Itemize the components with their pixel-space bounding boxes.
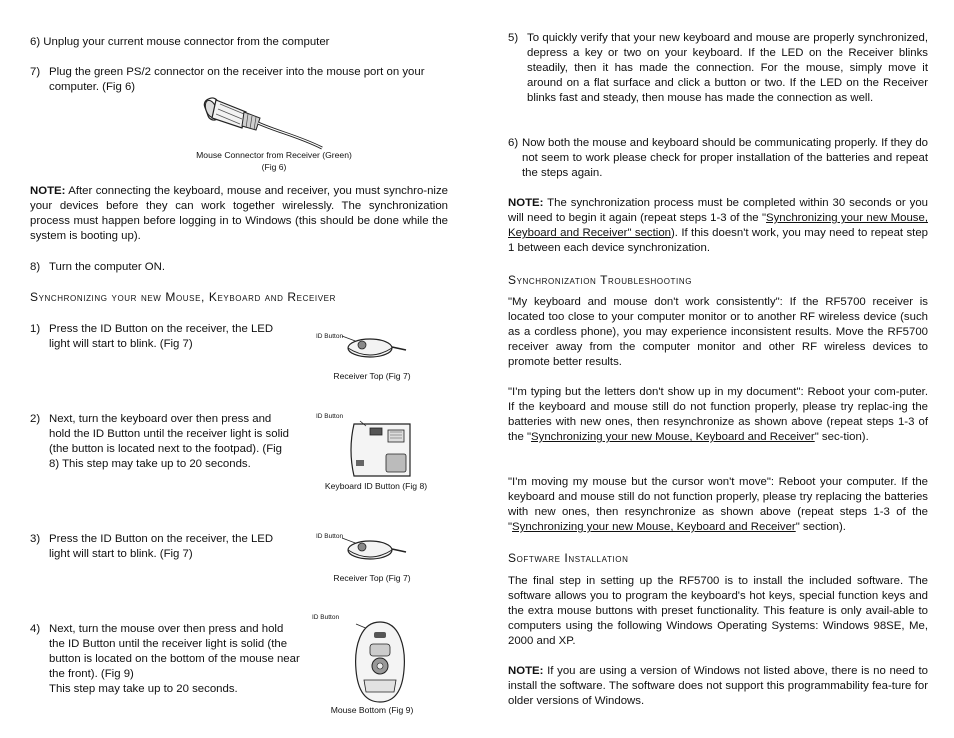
fig-9-caption: Mouse Bottom (Fig 9) xyxy=(330,705,414,715)
receiver-top-illustration xyxy=(310,330,420,370)
step-6-right-number: 6) xyxy=(508,137,519,149)
mouse-bottom-illustration xyxy=(350,618,410,704)
note-text: After connecting the keyboard, mouse and receiver, you must synchro-nize your devices before they can work together wirelessly. The synchronization process must happen before logging in to Windows (this should be done while the system is booting up). xyxy=(30,185,448,242)
trouble-paragraph-3 xyxy=(508,475,928,535)
trouble-2-text-a: "I'm typing but the letters don't show up in my document": Reboot your com-puter. If the keyboard and mouse still do not function properly, please try replac-ing the batteries with new ones, then resynchronize as shown above (repeat steps 1-3 of the " xyxy=(508,386,928,443)
trouble-3-text-b: " section). xyxy=(795,521,846,533)
fig-8-caption: Keyboard ID Button (Fig 8) xyxy=(324,481,428,491)
step-8-number: 8) xyxy=(30,261,41,273)
step-7-text: Plug the green PS/2 connector on the receiver into the mouse port on your computer. (Fig 6) xyxy=(49,66,425,93)
fig-6-caption-line-2: (Fig 6) xyxy=(261,162,287,172)
sync-step-4-number: 4) xyxy=(30,623,41,635)
step-6-right-text: Now both the mouse and keyboard should be communicating properly. If they do not seem to work please check for proper installation of the batteries and repeat the steps again. xyxy=(522,137,928,179)
fig-6-caption-line-1: Mouse Connector from Receiver (Green) xyxy=(196,150,352,160)
note-1-label: NOTE: xyxy=(508,197,544,209)
fig-7-caption-b: Receiver Top (Fig 7) xyxy=(333,573,411,583)
sync-step-3-text: Press the ID Button on the receiver, the LED light will start to blink. (Fig 7) xyxy=(49,533,274,560)
software-heading: Software Installation xyxy=(508,551,629,565)
trouble-2-text-b: " sec-tion). xyxy=(814,431,869,443)
sync-step-1-text: Press the ID Button on the receiver, the LED light will start to blink. (Fig 7) xyxy=(49,323,274,350)
software-paragraph: The final step in setting up the RF5700 is to install the included software. The software allows you to program the keyboard's hot keys, special function keys and the extra mouse buttons with preset functionality. This feature is only avail-able to computers using the following Windows Operating Systems: Windows 98SE, Me, 2000 and XP. xyxy=(508,575,928,647)
trouble-paragraph-2 xyxy=(508,385,928,445)
step-6-unplug: 6) Unplug your current mouse connector from the computer xyxy=(30,36,330,48)
ps2-connector-illustration xyxy=(198,92,328,150)
note-1-text-b: ). If this doesn't work, you may need to repeat step 1 between each device synchronization. xyxy=(508,227,928,254)
sync-section-link-2[interactable]: Synchronizing your new Mouse, Keyboard and Receiver xyxy=(531,431,815,443)
sync-step-1-number: 1) xyxy=(30,323,41,335)
trouble-3-text-a: "I'm moving my mouse but the cursor won't move": Reboot your computer. If the keyboard and mouse still do not function properly, please try replacing the batteries with new ones, then resynchronize as shown above (repeat steps 1-3 of the " xyxy=(508,476,928,533)
fig-7b-id-button-label: ID Button xyxy=(316,533,344,540)
step-5-text: To quickly verify that your new keyboard and mouse are properly synchronized, depress a key or two on your keyboard. If the LED on the Receiver blinks steadily, then it has made the connection. For the mouse, simply move it around on a flat surface and click a button or two. If the LED on the Receiver blinks fast and steady, then mouse has made the connection as well. xyxy=(527,32,928,104)
note-sync-timeout xyxy=(508,196,928,256)
step-7-number: 7) xyxy=(30,66,41,78)
step-5-number: 5) xyxy=(508,32,519,44)
trouble-paragraph-1: "My keyboard and mouse don't work consistently": If the RF5700 receiver is located too close to your computer monitor or to another RF wireless device (such as a cordless phone), you may experience inconsistent results. Move the RF5700 receiver away from the computer monitor and other RF wireless devices to promote better results. xyxy=(508,296,928,368)
fig-7-caption-a: Receiver Top (Fig 7) xyxy=(333,371,411,381)
sync-step-4-text: Next, turn the mouse over then press and hold the ID Button until the receiver light is solid (the button is located on the bottom of the mouse near the front). (Fig 9) xyxy=(49,623,300,680)
note-2-text: If you are using a version of Windows not listed above, there is no need to install the software. The software does not support this programmability fea-ture for older versions of Windows. xyxy=(508,665,928,707)
keyboard-underside-illustration xyxy=(346,420,416,480)
sync-step-2-text: Next, turn the keyboard over then press and hold the ID Button until the receiver light is solid (the button is located next to the footpad). (Fig 8) This step may take up to 20 seconds. xyxy=(49,413,289,470)
fig-9-id-button-label: ID Button xyxy=(312,614,340,621)
note-2-label: NOTE: xyxy=(508,665,544,677)
note-1-text-a: The synchronization process must be completed within 30 seconds or you will need to begin it again (repeat steps 1-3 of the " xyxy=(508,197,928,224)
troubleshooting-heading: Synchronization Troubleshooting xyxy=(508,273,693,287)
receiver-top-illustration-2 xyxy=(310,532,420,572)
fig-7-id-button-label: ID Button xyxy=(316,333,344,340)
note-paragraph xyxy=(30,184,448,244)
sync-step-3-number: 3) xyxy=(30,533,41,545)
sync-section-link-1[interactable]: Synchronizing your new Mouse, Keyboard and Receiver" section xyxy=(508,212,928,239)
note-software xyxy=(508,664,928,709)
sync-section-link-3[interactable]: Synchronizing your new Mouse, Keyboard and Receiver xyxy=(512,521,796,533)
sync-step-4-text-2: This step may take up to 20 seconds. xyxy=(49,683,238,695)
sync-step-2-number: 2) xyxy=(30,413,41,425)
fig-8-id-button-label: ID Button xyxy=(316,413,344,420)
step-8-text: Turn the computer ON. xyxy=(49,261,166,273)
note-label: NOTE: xyxy=(30,185,66,197)
sync-heading: Synchronizing your new Mouse, Keyboard and Receiver xyxy=(30,290,336,304)
